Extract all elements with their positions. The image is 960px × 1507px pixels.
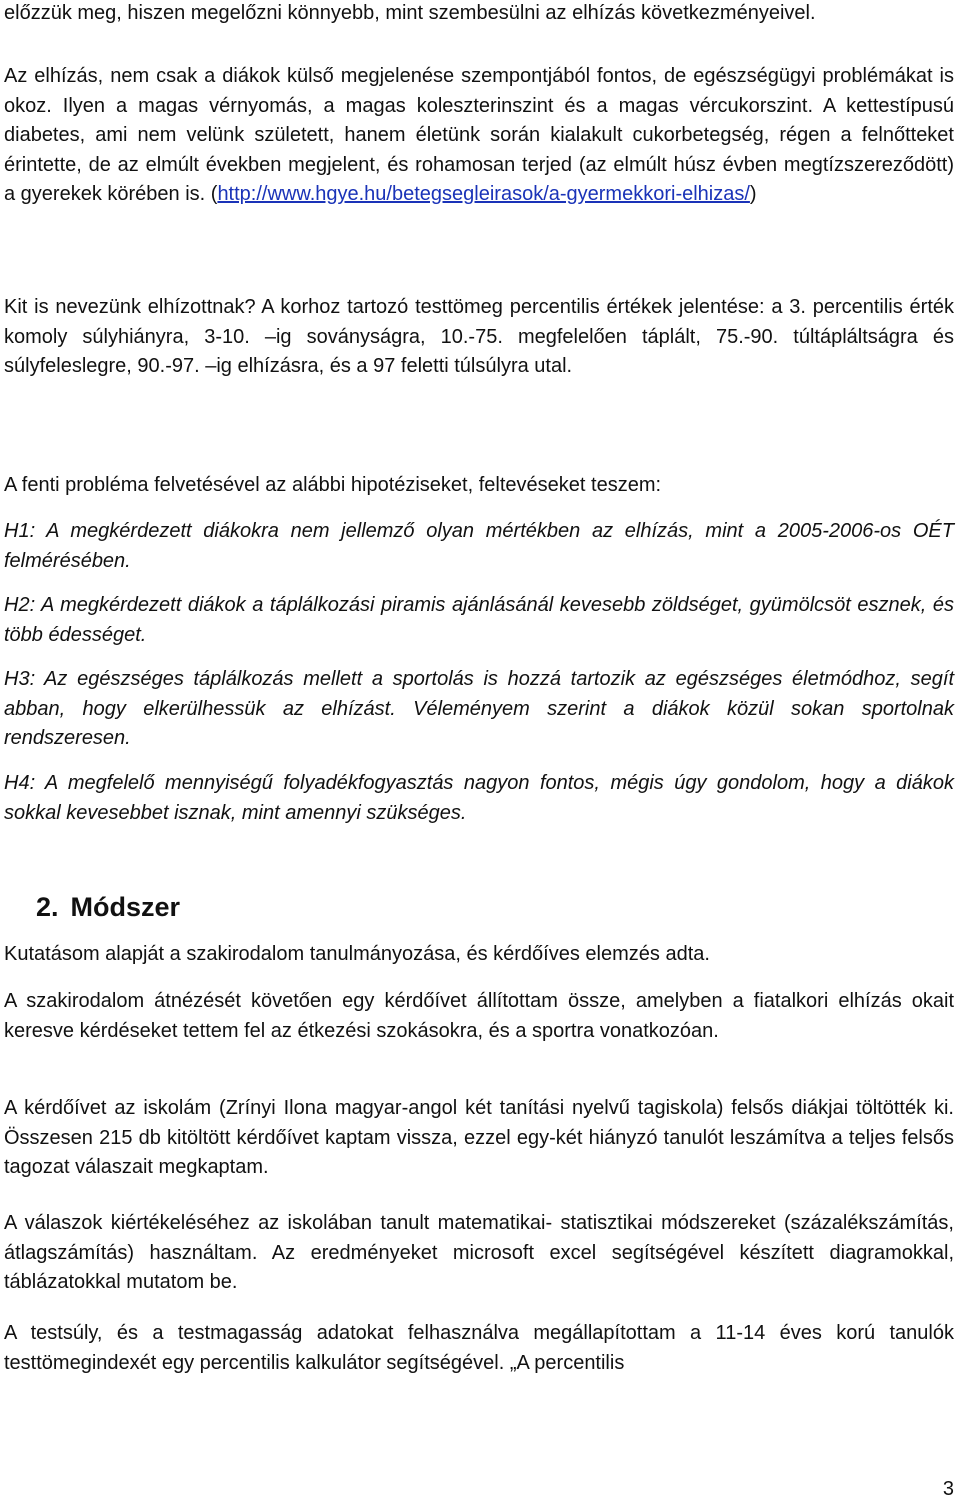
paragraph-percentile-definition: Kit is nevezünk elhízottnak? A korhoz tartozó testtömeg percentilis értékek jelentése: a 3. percentilis érték komoly súlyhiányra, 3-10. –ig soványságra, 10.-75. megfelelően táplált, 75.-90. túltápláltságra és súlyfeleslegre, 90.-97. –ig elhízásra, és a 97 feletti túlsúlyra utal.: [4, 296, 954, 377]
paragraph-hypotheses-intro: A fenti probléma felvetésével az alábbi hipotéziseket, feltevéseket teszem:: [4, 474, 662, 496]
paragraph-health-text: Az elhízás, nem csak a diákok külső megjelenése szempontjából fontos, de egészségügyi problémákat is okoz. Ilyen a magas vérnyomás, a magas koleszterinszint és a magas vércukorszint. A kettestípusú diabetes, ami nem velünk született, hanem életünk során kialakult cukorbetegség, régen a felnőtteket érintette, de az elmúlt években megjelent, és rohamosan terjed (az elmúlt húsz évben megtízszereződött) a gyerekek körében is. (: [4, 65, 954, 205]
source-link[interactable]: http://www.hgye.hu/betegsegleirasok/a-gyermekkori-elhizas/: [217, 183, 750, 205]
paragraph-research-basis: Kutatásom alapját a szakirodalom tanulmányozása, és kérdőíves elemzés adta.: [4, 943, 710, 965]
paragraph-bmi-calculation: A testsúly, és a testmagasság adatokat felhasználva megállapítottam a 11-14 éves korú tanulók testtömegindexét egy percentilis kalkulátor segítségével. „A percentilis: [4, 1322, 954, 1374]
hypothesis-h2: H2: A megkérdezett diákok a táplálkozási piramis ajánlásánál kevesebb zöldséget, gyümölcsöt esznek, és több édességet.: [4, 594, 954, 646]
section-number: 2.: [36, 892, 59, 922]
paragraph-health-problems: [4, 62, 954, 210]
hypothesis-h3: H3: Az egészséges táplálkozás mellett a sportolás is hozzá tartozik az egészséges életmódhoz, segít abban, hogy elkerülhessük az elhízást. Véleményem szerint a diákok közül sokan sportolnak rendszeresen.: [4, 668, 954, 749]
paragraph-health-close: ): [749, 183, 757, 205]
paragraph-evaluation-methods: A válaszok kiértékeléséhez az iskolában tanult matematikai- statisztikai módszereket (százalékszámítás, átlagszámítás) használtam. Az eredményeket microsoft excel segítségével készített diagramokkal, táblázatokkal mutatom be.: [4, 1212, 954, 1293]
paragraph-respondents: A kérdőívet az iskolám (Zrínyi Ilona magyar-angol két tanítási nyelvű tagiskola) felsős diákjai töltötték ki. Összesen 215 db kitöltött kérdőívet kaptam vissza, ezzel egy-két hiányzó tanulót leszámítva a teljes felsős tagozat válaszait megkaptam.: [4, 1097, 954, 1178]
section-heading-method: [36, 889, 180, 925]
section-title: Módszer: [70, 892, 181, 922]
hypothesis-h1: H1: A megkérdezett diákokra nem jellemző olyan mértékben az elhízás, mint a 2005-2006-os OÉT felmérésében.: [4, 520, 954, 572]
hypothesis-h4: H4: A megfelelő mennyiségű folyadékfogyasztás nagyon fontos, mégis úgy gondolom, hogy a diákok sokkal kevesebbet isznak, mint amennyi szükséges.: [4, 772, 954, 824]
paragraph-questionnaire: A szakirodalom átnézését követően egy kérdőívet állítottam össze, amelyben a fiatalkori elhízás okait keresve kérdéseket tettem fel az étkezési szokásokra, és a sportra vonatkozóan.: [4, 990, 954, 1042]
paragraph-intro-end: előzzük meg, hiszen megelőzni könnyebb, mint szembesülni az elhízás következményeivel.: [4, 2, 816, 24]
page-number: 3: [942, 1478, 954, 1500]
